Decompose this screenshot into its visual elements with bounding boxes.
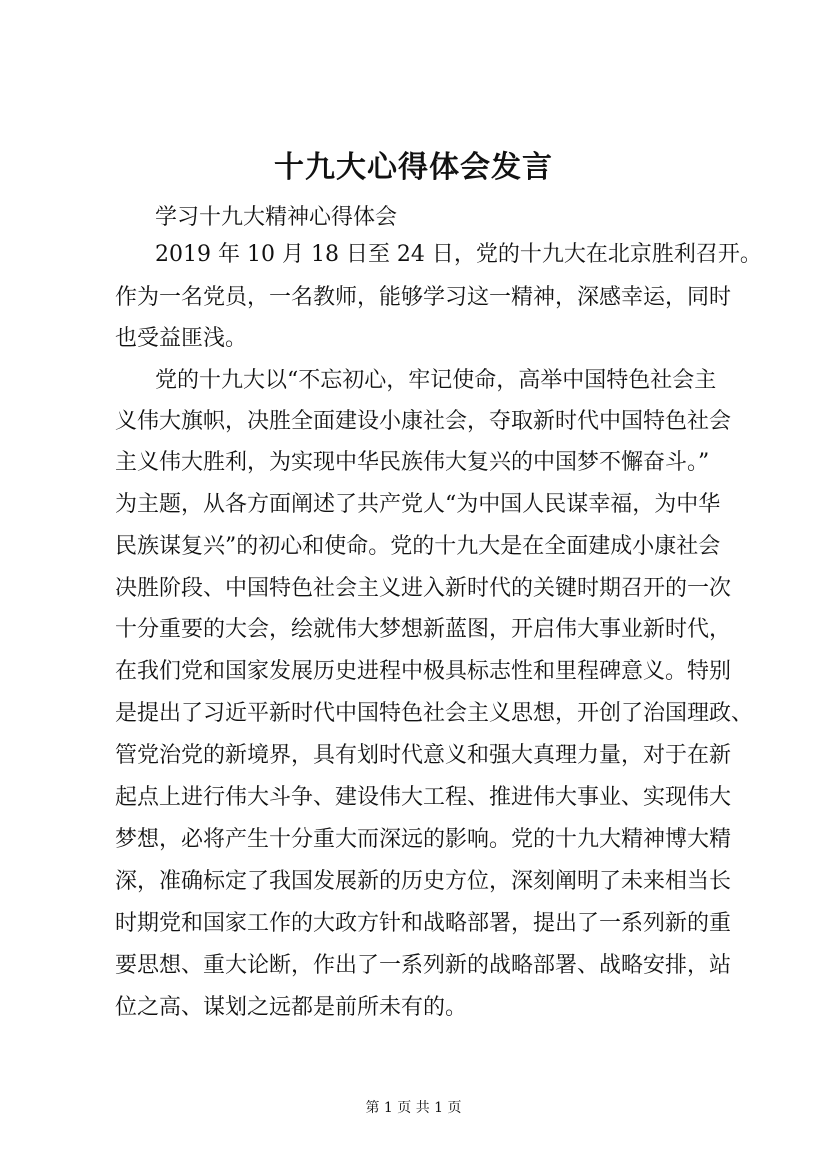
paragraph-line: 管党治党的新境界，具有划时代意义和强大真理力量，对于在新 [115, 743, 732, 768]
subtitle-line: 学习十九大精神心得体会 [155, 205, 398, 230]
paragraph-line: 也受益匪浅。 [115, 326, 248, 351]
paragraph-line: 2019 年 10 月 18 日至 24 日，党的十九大在北京胜利召开。 [155, 242, 762, 267]
paragraph-line: 决胜阶段、中国特色社会主义进入新时代的关键时期召开的一次 [115, 576, 732, 601]
paragraph-line: 为主题，从各方面阐述了共产党人“为中国人民谋幸福，为中华 [115, 492, 721, 517]
paragraph-line: 党的十九大以“不忘初心，牢记使命，高举中国特色社会主 [155, 368, 717, 393]
paragraph-line: 义伟大旗帜，决胜全面建设小康社会，夺取新时代中国特色社会 [115, 409, 732, 434]
paragraph-line: 主义伟大胜利，为实现中华民族伟大复兴的中国梦不懈奋斗。” [115, 450, 710, 475]
paragraph-line: 起点上进行伟大斗争、建设伟大工程、推进伟大事业、实现伟大 [115, 785, 732, 810]
page-number-footer: 第 1 页 共 1 页 [365, 1100, 462, 1116]
paragraph-line: 十分重要的大会，绘就伟大梦想新蓝图，开启伟大事业新时代， [115, 617, 732, 642]
paragraph-line: 位之高、谋划之远都是前所未有的。 [115, 995, 468, 1020]
paragraph-line: 在我们党和国家发展历史进程中极具标志性和里程碑意义。特别 [115, 659, 732, 684]
paragraph-line: 要思想、重大论断，作出了一系列新的战略部署、战略安排，站 [115, 953, 732, 978]
paragraph-line: 民族谋复兴”的初心和使命。党的十九大是在全面建成小康社会 [115, 534, 721, 559]
paragraph-line: 梦想，必将产生十分重大而深远的影响。党的十九大精神博大精 [115, 827, 732, 852]
paragraph-line: 时期党和国家工作的大政方针和战略部署，提出了一系列新的重 [115, 911, 732, 936]
paragraph-line: 是提出了习近平新时代中国特色社会主义思想，开创了治国理政、 [115, 701, 754, 726]
paragraph-line: 作为一名党员，一名教师，能够学习这一精神，深感幸运，同时 [115, 285, 732, 310]
document-title: 十九大心得体会发言 [274, 150, 553, 185]
paragraph-line: 深，准确标定了我国发展新的历史方位，深刻阐明了未来相当长 [115, 869, 732, 894]
